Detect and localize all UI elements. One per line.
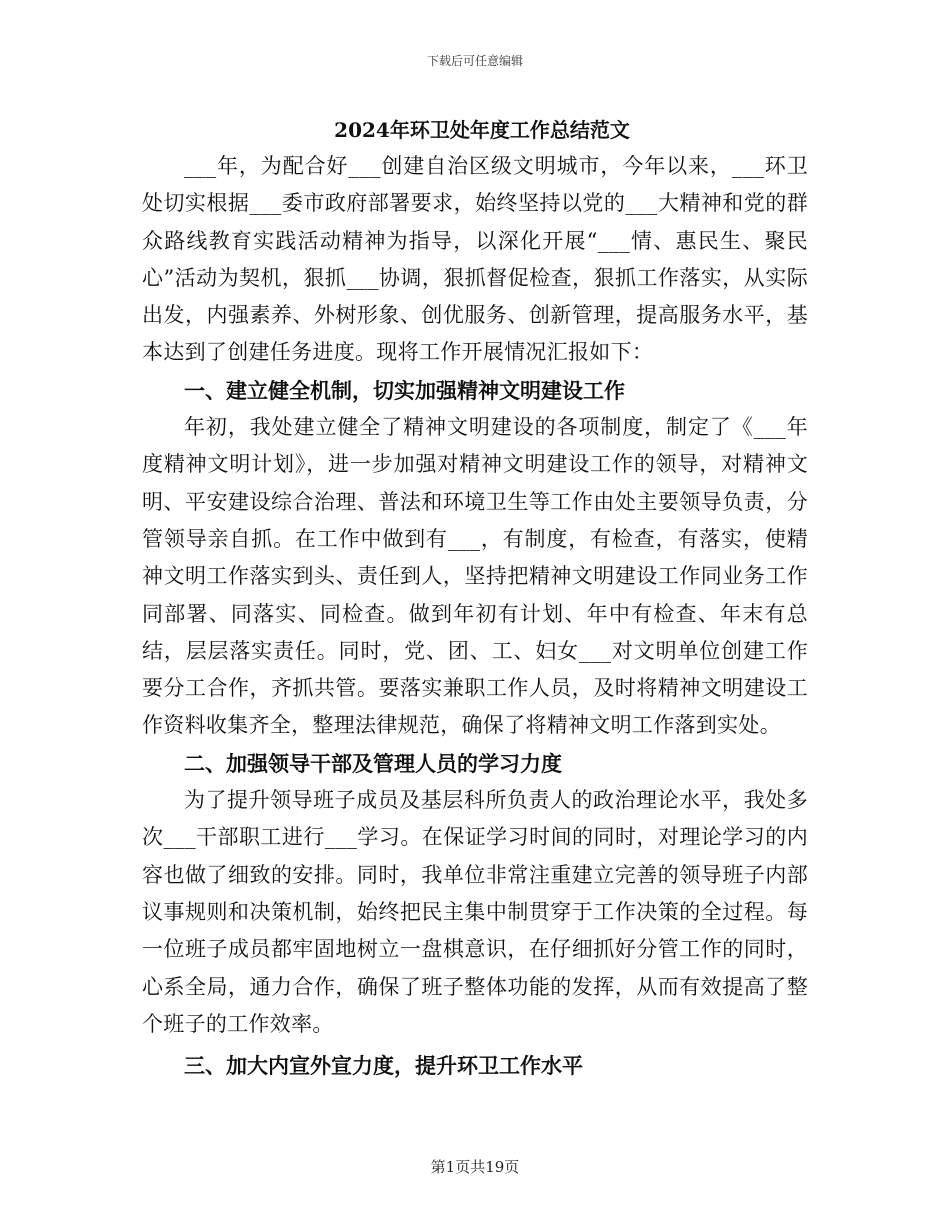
intro-paragraph: ___年，为配合好___创建自治区级文明城市，今年以来，___环卫处切实根据___委市政府部署要求，始终坚持以党的___大精神和党的群众路线教育实践活动精神为指导，以深化开展“___情、惠民生、聚民心”活动为契机，狠抓___协调，狠抓督促检查，狠抓工作落实，从实际出发，内强素养、外树形象、创优服务、创新管理，提高服务水平，基本达到了创建任务进度。现将工作开展情况汇报如下：: [142, 154, 808, 365]
document-title: 2024年环卫处年度工作总结范文: [334, 118, 630, 142]
section-3-heading: 三、加大内宣外宣力度，提升环卫工作水平: [184, 1053, 583, 1079]
header-note: 下载后可任意编辑: [426, 54, 523, 68]
page-number: 第1页共19页: [430, 1158, 520, 1176]
section-2-body: 为了提升领导班子成员及基层科所负责人的政治理论水平，我处多次___干部职工进行___学习。在保证学习时间的同时，对理论学习的内容也做了细致的安排。同时，我单位非常注重建立完善的领导班子内部议事规则和决策机制，始终把民主集中制贯穿于工作决策的全过程。每一位班子成员都牢固地树立一盘棋意识，在仔细抓好分管工作的同时，心系全局，通力合作，确保了班子整体功能的发挥，从而有效提高了整个班子的工作效率。: [142, 788, 808, 1036]
document-body: [142, 112, 808, 1084]
section-1-body: 年初，我处建立健全了精神文明建设的各项制度，制定了《___年度精神文明计划》，进一步加强对精神文明建设工作的领导，对精神文明、平安建设综合治理、普法和环境卫生等工作由处主要领导负责，分管领导亲自抓。在工作中做到有___，有制度，有检查，有落实，使精神文明工作落实到头、责任到人，坚持把精神文明建设工作同业务工作同部署、同落实、同检查。做到年初有计划、年中有检查、年末有总结，层层落实责任。同时，党、团、工、妇女___对文明单位创建工作要分工合作，齐抓共管。要落实兼职工作人员，及时将精神文明建设工作资料收集齐全，整理法律规范，确保了将精神文明工作落到实处。: [142, 415, 808, 738]
section-2-heading: 二、加强领导干部及管理人员的学习力度: [184, 750, 562, 776]
section-1-heading: 一、建立健全机制，切实加强精神文明建设工作: [184, 377, 625, 403]
